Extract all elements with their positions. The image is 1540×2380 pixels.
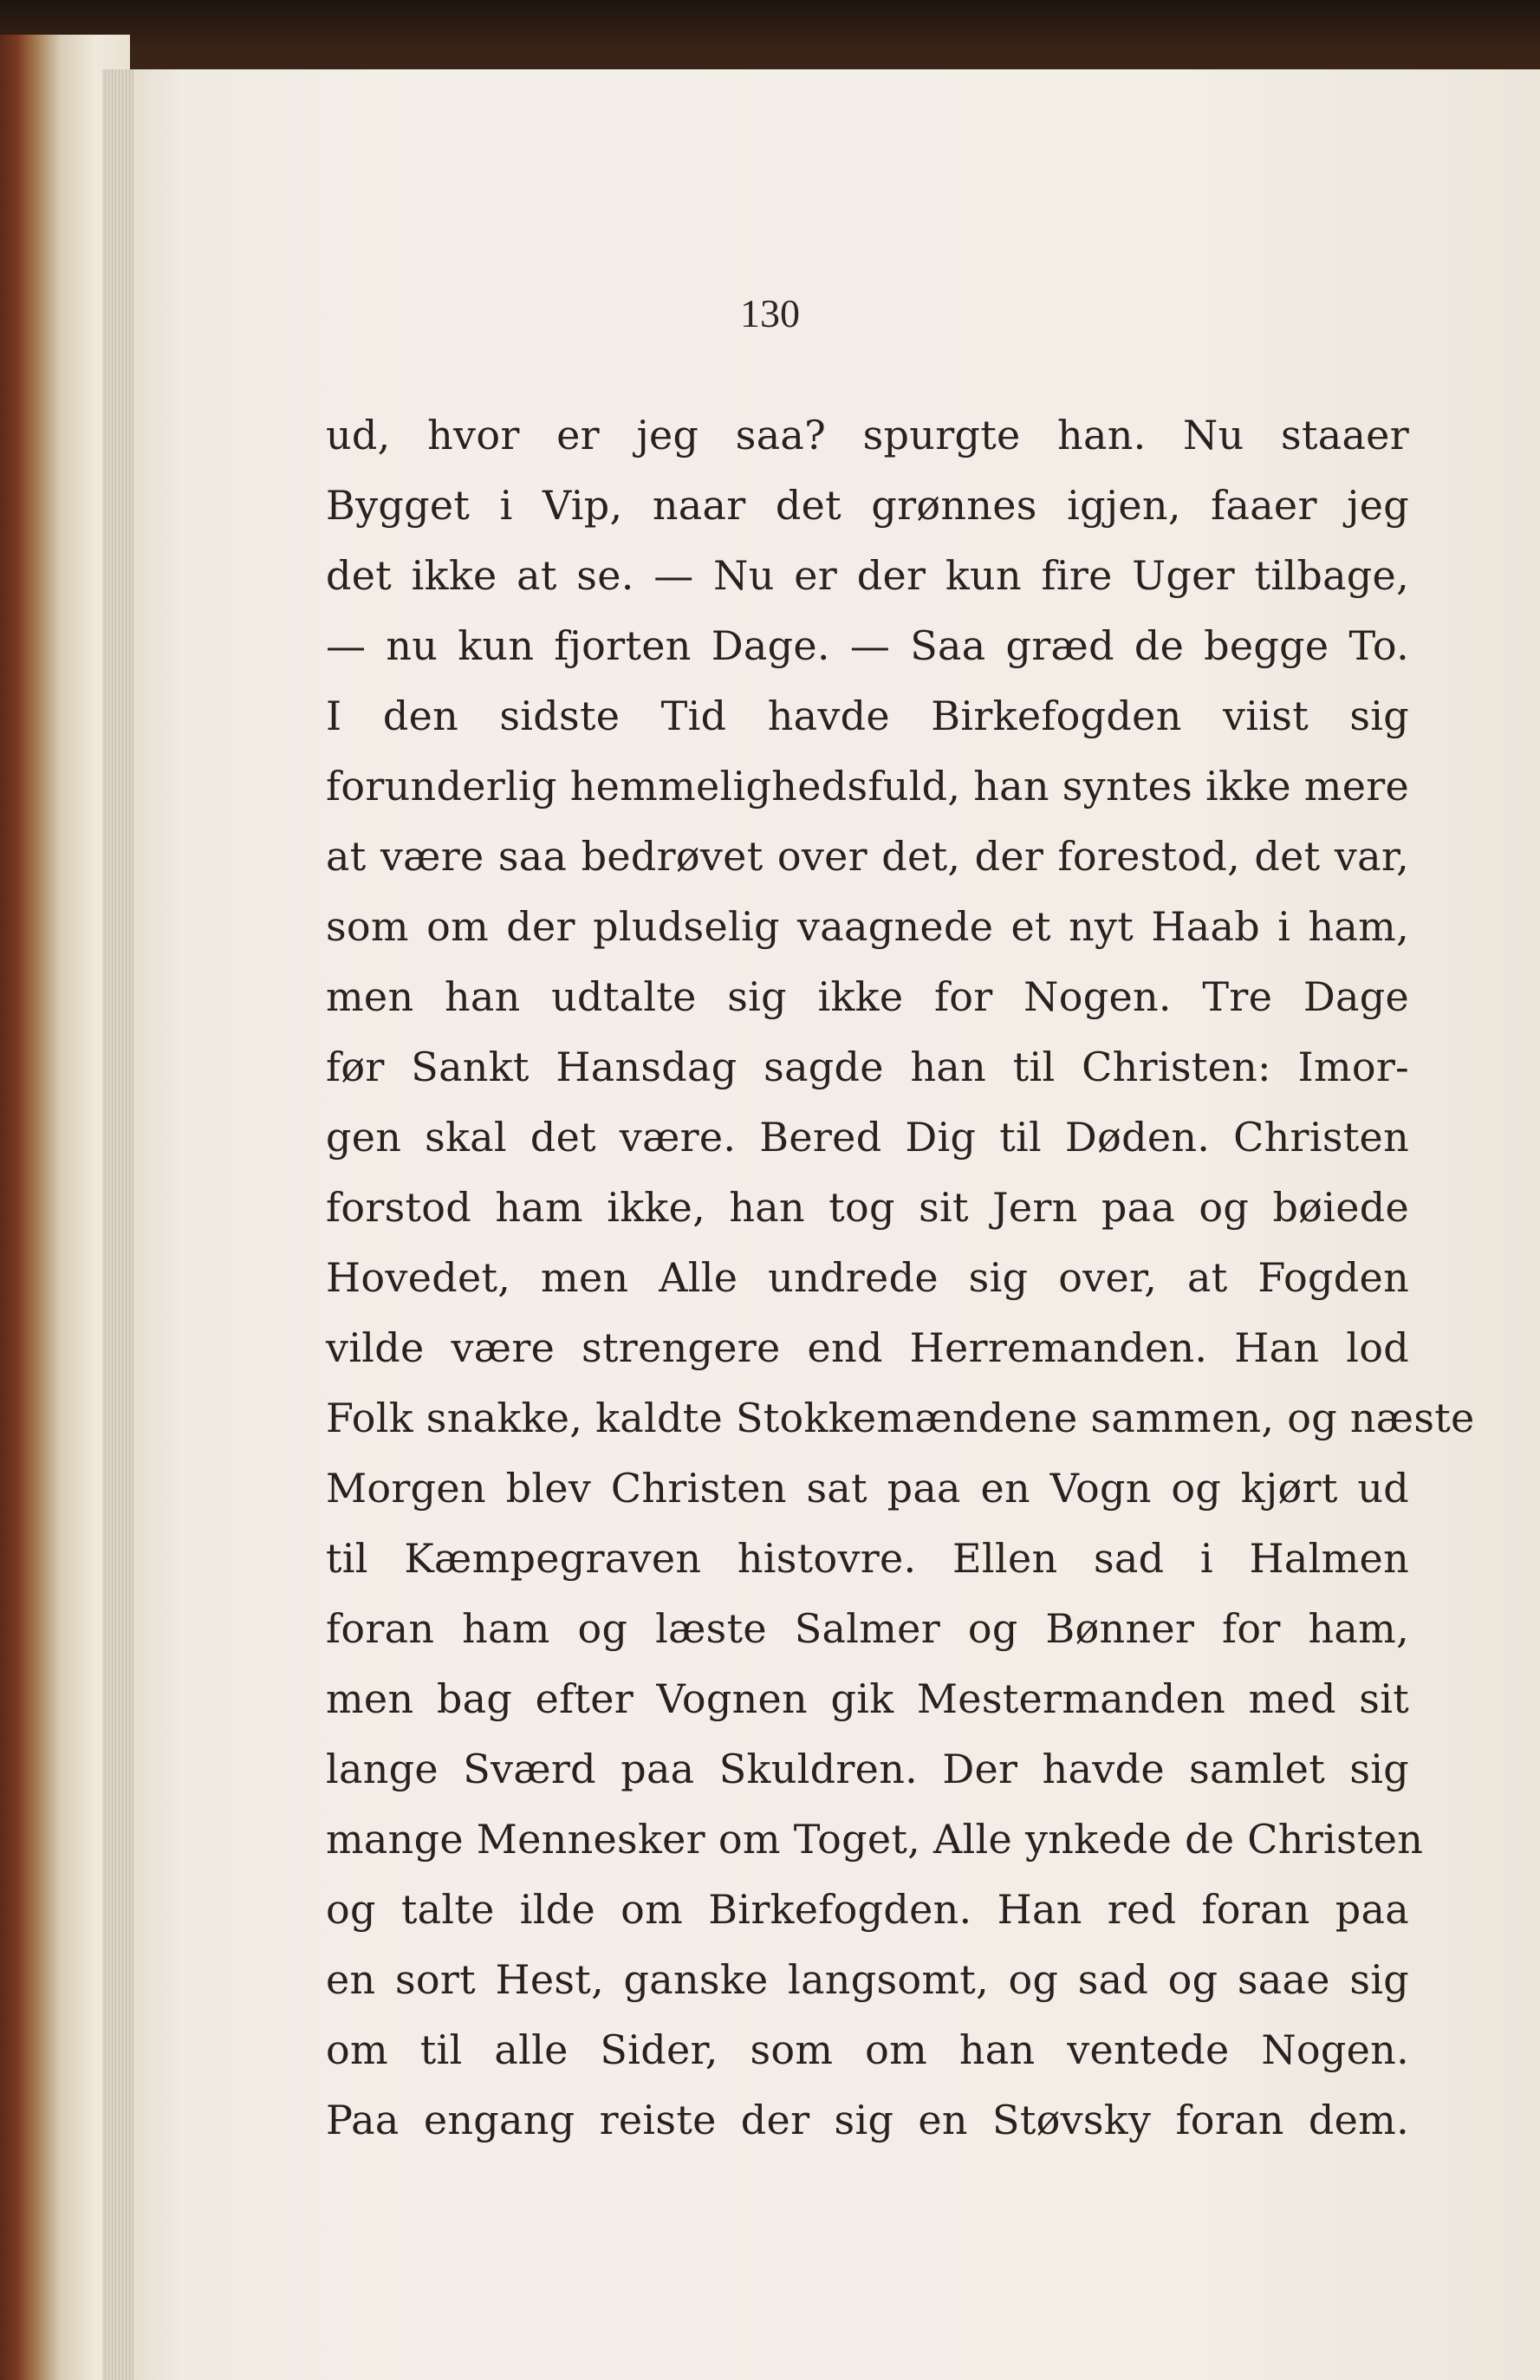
text-line: om til alle Sider, som om han ventede Nogen. — [326, 2026, 1409, 2073]
text-line: ud, hvor er jeg saa? spurgte han. Nu staaer — [326, 412, 1409, 458]
text-line: at være saa bedrøvet over det, der forestod, det var, — [326, 833, 1409, 880]
text-line: I den sidste Tid havde Birkefogden viist sig — [326, 693, 1409, 739]
text-line: men han udtalte sig ikke for Nogen. Tre Dage — [326, 973, 1409, 1020]
text-line: men bag efter Vognen gik Mestermanden med sit — [326, 1675, 1409, 1722]
text-line: lange Sværd paa Skuldren. Der havde samlet sig — [326, 1746, 1409, 1792]
text-line: Hovedet, men Alle undrede sig over, at Fogden — [326, 1254, 1409, 1301]
text-line: — nu kun fjorten Dage. — Saa græd de begge To. — [326, 622, 1409, 669]
text-line: og talte ilde om Birkefogden. Han red foran paa — [326, 1886, 1409, 1933]
text-line: vilde være strengere end Herremanden. Han lod — [326, 1324, 1409, 1371]
text-line: til Kæmpegraven histovre. Ellen sad i Halmen — [326, 1535, 1409, 1582]
text-line: en sort Hest, ganske langsomt, og sad og saae sig — [326, 1956, 1409, 2003]
text-line: gen skal det være. Bered Dig til Døden. Christen — [326, 1114, 1409, 1161]
text-line: Folk snakke, kaldte Stokkemændene sammen, og næste — [326, 1395, 1475, 1441]
text-line: Paa engang reiste der sig en Støvsky foran dem. — [326, 2097, 1409, 2143]
text-line: det ikke at se. — Nu er der kun fire Uger tilbage, — [326, 552, 1409, 599]
page-number: 130 — [740, 291, 800, 335]
text-line: Bygget i Vip, naar det grønnes igjen, faaer jeg — [326, 482, 1409, 529]
text-line: mange Mennesker om Toget, Alle ynkede de Christen — [326, 1816, 1424, 1863]
body-text — [326, 400, 1475, 2156]
text-line: Morgen blev Christen sat paa en Vogn og kjørt ud — [326, 1465, 1409, 1512]
page-edges — [102, 69, 133, 2380]
text-line: før Sankt Hansdag sagde han til Christen: Imor- — [326, 1044, 1409, 1090]
text-line: foran ham og læste Salmer og Bønner for ham, — [326, 1605, 1409, 1652]
text-line: forstod ham ikke, han tog sit Jern paa og bøiede — [326, 1184, 1409, 1231]
text-line: forunderlig hemmelighedsfuld, han syntes ikke mere — [326, 763, 1410, 810]
text-line: som om der pludselig vaagnede et nyt Haab i ham, — [326, 903, 1409, 950]
